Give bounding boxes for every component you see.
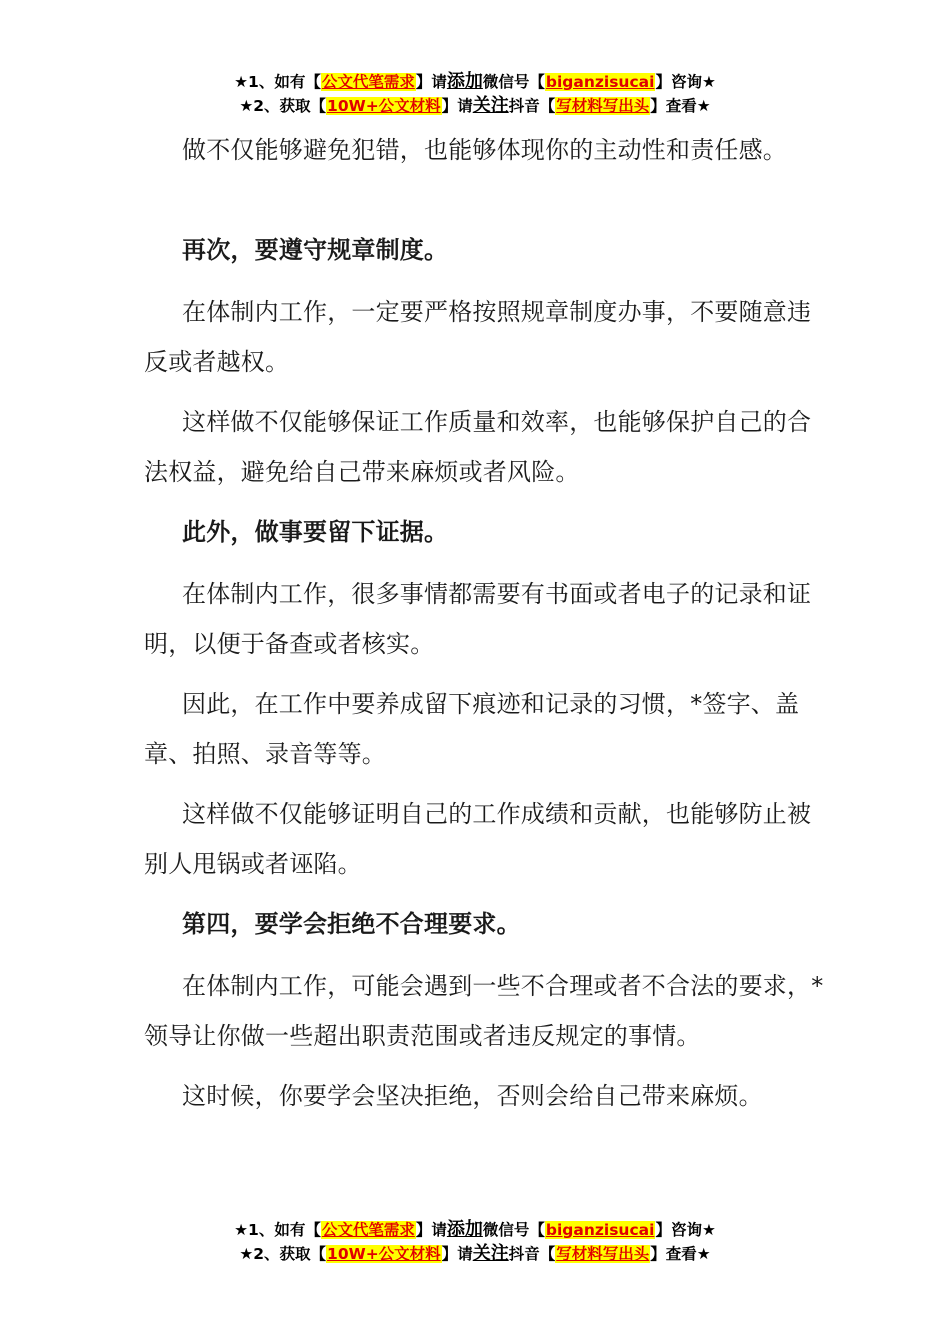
banner-text: 微信号【: [482, 1221, 545, 1239]
banner-text: 】查看★: [650, 1245, 711, 1263]
banner-emphasis: 添加: [446, 1219, 483, 1240]
highlight-service: 公文代笔需求: [321, 1221, 415, 1239]
banner-text: 】请: [441, 1245, 473, 1263]
paragraph: 在体制内工作，很多事情都需要有书面或者电子的记录和证明，以便于备查或者核实。: [144, 580, 812, 658]
banner-line-2: [0, 1242, 950, 1266]
highlight-wechat-id: biganzisucai: [545, 73, 655, 91]
bottom-banner: [0, 1218, 950, 1266]
section-heading: 再次，要遵守规章制度。: [182, 236, 449, 264]
banner-emphasis: 添加: [446, 71, 483, 92]
highlight-wechat-id: biganzisucai: [545, 1221, 655, 1239]
document-body: [144, 125, 824, 1131]
highlight-douyin: 写材料写出头: [556, 97, 650, 115]
paragraph: 因此，在工作中要养成留下痕迹和记录的习惯，*签字、盖章、拍照、录音等等。: [144, 690, 800, 768]
banner-text: ★1、如有【: [234, 73, 321, 91]
banner-line-2: [0, 94, 950, 118]
paragraph: 这样做不仅能够保证工作质量和效率，也能够保护自己的合法权益，避免给自己带来麻烦或者风险。: [144, 408, 812, 486]
banner-text: 抖音【: [508, 97, 556, 115]
banner-line-1: [0, 70, 950, 94]
paragraph: 做不仅能够避免犯错，也能够体现你的主动性和责任感。: [182, 136, 787, 164]
highlight-materials: 10W+公文材料: [327, 97, 441, 115]
highlight-douyin: 写材料写出头: [556, 1245, 650, 1263]
banner-text: 】咨询★: [655, 73, 716, 91]
highlight-materials: 10W+公文材料: [327, 1245, 441, 1263]
banner-text: 抖音【: [508, 1245, 556, 1263]
section-heading: 第四，要学会拒绝不合理要求。: [182, 910, 521, 938]
banner-text: 】请: [415, 73, 447, 91]
banner-text: ★1、如有【: [234, 1221, 321, 1239]
banner-text: ★2、获取【: [239, 1245, 327, 1263]
top-banner: [0, 70, 950, 118]
paragraph: 在体制内工作，可能会遇到一些不合理或者不合法的要求，*领导让你做一些超出职责范围或者违反规定的事情。: [144, 972, 824, 1050]
banner-text: 】咨询★: [655, 1221, 716, 1239]
section-heading: 此外，做事要留下证据。: [182, 518, 449, 546]
highlight-service: 公文代笔需求: [321, 73, 415, 91]
banner-line-1: [0, 1218, 950, 1242]
banner-text: 】请: [415, 1221, 447, 1239]
banner-emphasis: 关注: [472, 1243, 509, 1264]
paragraph: 在体制内工作，一定要严格按照规章制度办事，不要随意违反或者越权。: [144, 298, 812, 376]
banner-text: 微信号【: [482, 73, 545, 91]
banner-text: 】请: [441, 97, 473, 115]
paragraph: 这样做不仅能够证明自己的工作成绩和贡献，也能够防止被别人甩锅或者诬陷。: [144, 800, 812, 878]
banner-text: 】查看★: [650, 97, 711, 115]
paragraph: 这时候，你要学会坚决拒绝，否则会给自己带来麻烦。: [182, 1082, 763, 1110]
banner-emphasis: 关注: [472, 95, 509, 116]
banner-text: ★2、获取【: [239, 97, 327, 115]
